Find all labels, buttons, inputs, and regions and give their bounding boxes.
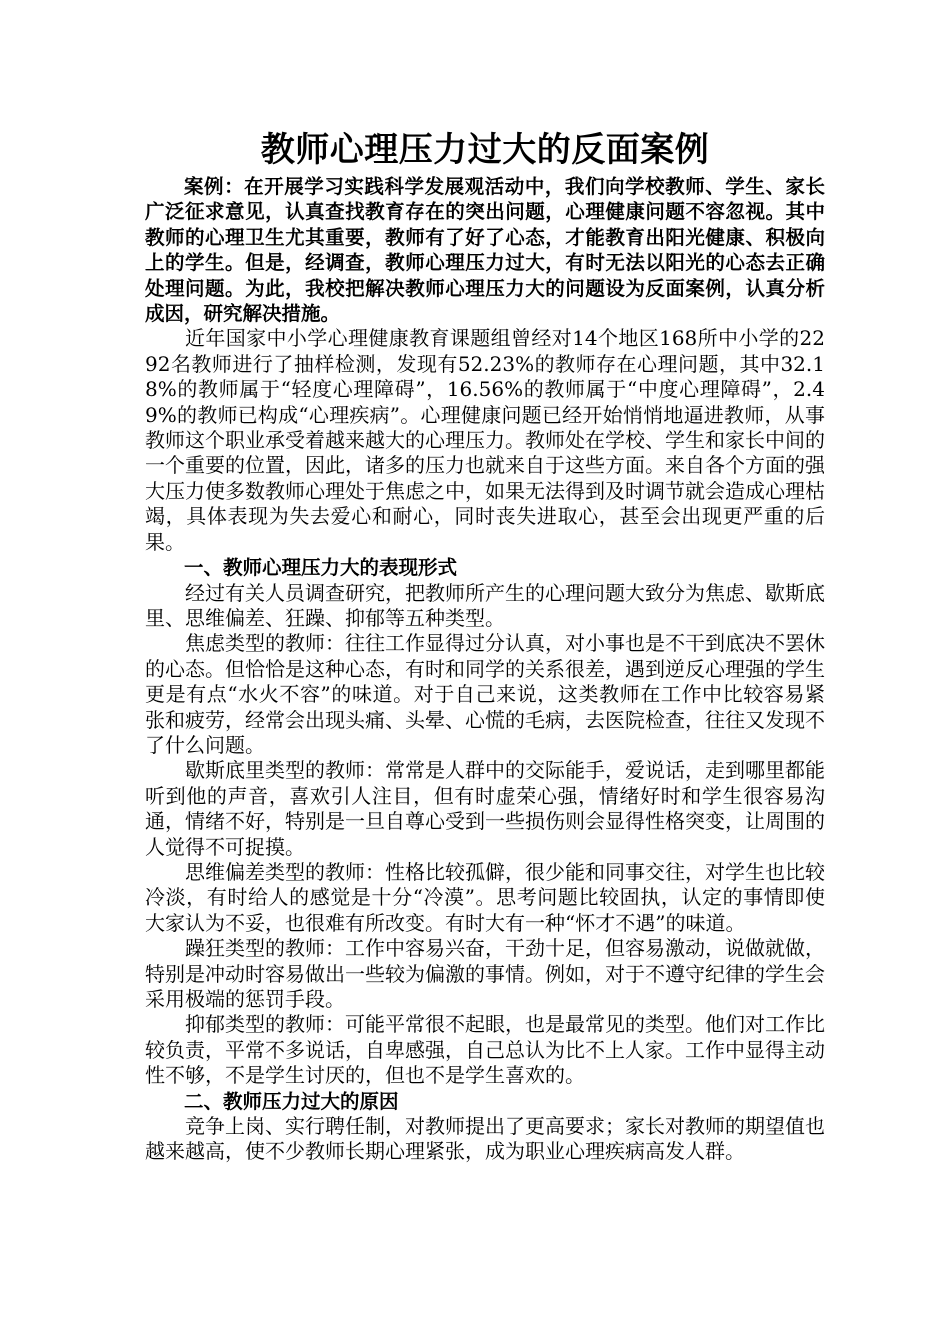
section1-paragraph-1: 经过有关人员调查研究，把教师所产生的心理问题大致分为焦虑、歇斯底里、思维偏差、狂躁、抑郁等五种类型。	[145, 580, 825, 630]
section1-paragraph-2: 焦虑类型的教师：往往工作显得过分认真，对小事也是不干到底决不罢休的心态。但恰恰是这种心态，有时和同学的关系很差，遇到逆反心理强的学生更是有点“水火不容”的味道。对于自己来说，这类教师在工作中比较容易紧张和疲劳，经常会出现头痛、头晕、心慌的毛病，去医院检查，往往又发现不了什么问题。	[145, 631, 825, 757]
section-heading-1: 一、教师心理压力大的表现形式	[184, 556, 458, 580]
section1-paragraph-5: 躁狂类型的教师：工作中容易兴奋，干劲十足，但容易激动，说做就做，特别是冲动时容易做出一些较为偏激的事情。例如，对于不遵守纪律的学生会采用极端的惩罚手段。	[145, 936, 825, 1011]
section-heading-2: 二、教师压力过大的原因	[184, 1089, 399, 1113]
document-page	[145, 128, 825, 1165]
section1-paragraph-3: 歇斯底里类型的教师：常常是人群中的交际能手，爱说话，走到哪里都能听到他的声音，喜欢引人注目，但有时虚荣心强，情绪好时和学生很容易沟通，情绪不好，特别是一旦自尊心受到一些损伤则会显得性格突变，让周围的人觉得不可捉摸。	[145, 758, 825, 859]
document-title: 教师心理压力过大的反面案例	[260, 130, 710, 170]
survey-paragraph: 近年国家中小学心理健康教育课题组曾经对14个地区168所中小学的2292名教师进行了抽样检测，发现有52.23%的教师存在心理问题，其中32.18%的教师属于“轻度心理障碍”，16.56%的教师属于“中度心理障碍”，2.49%的教师已构成“心理疾病”。心理健康问题已经开始悄悄地逼进教师，从事教师这个职业承受着越来越大的心理压力。教师处在学校、学生和家长中间的一个重要的位置，因此，诸多的压力也就来自于这些方面。来自各个方面的强大压力使多数教师心理处于焦虑之中，如果无法得到及时调节就会造成心理枯竭，具体表现为失去爱心和耐心，同时丧失进取心，甚至会出现更严重的后果。	[145, 326, 825, 554]
intro-paragraph: 案例：在开展学习实践科学发展观活动中，我们向学校教师、学生、家长广泛征求意见，认真查找教育存在的突出问题，心理健康问题不容忽视。其中教师的心理卫生尤其重要，教师有了好了心态，才能教育出阳光健康、积极向上的学生。但是，经调查，教师心理压力过大，有时无法以阳光的心态去正确处理问题。为此，我校把解决教师心理压力大的问题设为反面案例，认真分析成因，研究解决措施。	[145, 175, 825, 326]
section1-paragraph-6: 抑郁类型的教师：可能平常很不起眼，也是最常见的类型。他们对工作比较负责，平常不多说话，自卑感强，自己总认为比不上人家。工作中显得主动性不够，不是学生讨厌的，但也不是学生喜欢的。	[145, 1012, 825, 1088]
section1-paragraph-4: 思维偏差类型的教师：性格比较孤僻，很少能和同事交往，对学生也比较冷淡，有时给人的感觉是十分“冷漠”。思考问题比较固执，认定的事情即使大家认为不妥，也很难有所改变。有时大有一种“怀才不遇”的味道。	[145, 859, 825, 935]
section2-paragraph-1: 竞争上岗、实行聘任制，对教师提出了更高要求；家长对教师的期望值也越来越高，使不少教师长期心理紧张，成为职业心理疾病高发人群。	[145, 1114, 825, 1164]
